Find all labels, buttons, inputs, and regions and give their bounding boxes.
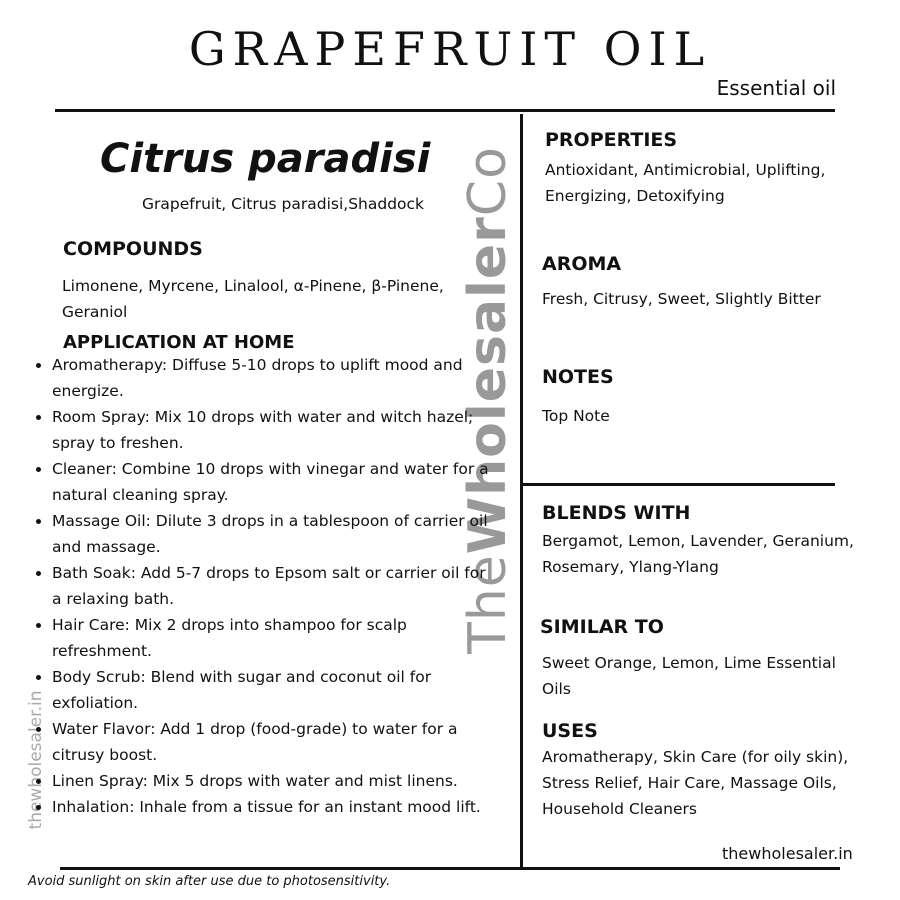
list-item: • Linen Spray: Mix 5 drops with water and mist linens. xyxy=(52,768,492,794)
similar-text: Sweet Orange, Lemon, Lime Essential Oils xyxy=(542,654,836,698)
properties-text: Antioxidant, Antimicrobial, Uplifting, Energizing, Detoxifying xyxy=(545,161,826,205)
subtitle: Essential oil xyxy=(716,76,836,100)
blends-heading: BLENDS WITH xyxy=(542,502,691,524)
notes-heading: NOTES xyxy=(542,366,614,388)
website-link: thewholesaler.in xyxy=(722,844,853,863)
scientific-name: Citrus paradisi xyxy=(100,136,431,182)
watermark: TheWholesalerCo xyxy=(458,146,518,654)
list-item: • Water Flavor: Add 1 drop (food-grade) to water for a citrusy boost. xyxy=(52,716,492,768)
list-item: • Massage Oil: Dilute 3 drops in a tablespoon of carrier oil and massage. xyxy=(52,508,492,560)
uses-text: Aromatherapy, Skin Care (for oily skin), Stress Relief, Hair Care, Massage Oils, Household Cleaners xyxy=(542,748,849,818)
list-item: • Inhalation: Inhale from a tissue for an instant mood lift. xyxy=(52,794,492,820)
notes-text: Top Note xyxy=(542,407,610,425)
aroma-heading: AROMA xyxy=(542,253,622,275)
common-names: Grapefruit, Citrus paradisi,Shaddock xyxy=(142,195,425,213)
divider-bottom xyxy=(60,867,840,870)
footnote: Avoid sunlight on skin after use due to photosensitivity. xyxy=(28,874,391,889)
application-heading: APPLICATION AT HOME xyxy=(63,332,295,353)
divider-top xyxy=(55,109,835,112)
uses-heading: USES xyxy=(542,720,598,742)
divider-vertical xyxy=(520,114,523,868)
aroma-text: Fresh, Citrusy, Sweet, Slightly Bitter xyxy=(542,290,821,308)
page-title: GRAPEFRUIT OIL xyxy=(188,22,712,76)
similar-heading: SIMILAR TO xyxy=(540,616,664,638)
properties-heading: PROPERTIES xyxy=(545,129,678,151)
list-item: • Aromatherapy: Diffuse 5-10 drops to uplift mood and energize. xyxy=(52,352,492,404)
list-item: • Bath Soak: Add 5-7 drops to Epsom salt or carrier oil for a relaxing bath. xyxy=(52,560,492,612)
list-item: • Body Scrub: Blend with sugar and coconut oil for exfoliation. xyxy=(52,664,492,716)
divider-right-middle xyxy=(521,483,835,486)
blends-text: Bergamot, Lemon, Lavender, Geranium, Rosemary, Ylang-Ylang xyxy=(542,532,854,576)
watermark-small: thewholesaler.in xyxy=(26,690,46,830)
compounds-heading: COMPOUNDS xyxy=(63,238,203,260)
list-item: • Hair Care: Mix 2 drops into shampoo for scalp refreshment. xyxy=(52,612,492,664)
application-list xyxy=(30,352,492,820)
list-item: • Cleaner: Combine 10 drops with vinegar and water for a natural cleaning spray. xyxy=(52,456,492,508)
list-item: • Room Spray: Mix 10 drops with water and witch hazel; spray to freshen. xyxy=(52,404,492,456)
compounds-text: Limonene, Myrcene, Linalool, α-Pinene, β-Pinene, Geraniol xyxy=(62,277,444,321)
